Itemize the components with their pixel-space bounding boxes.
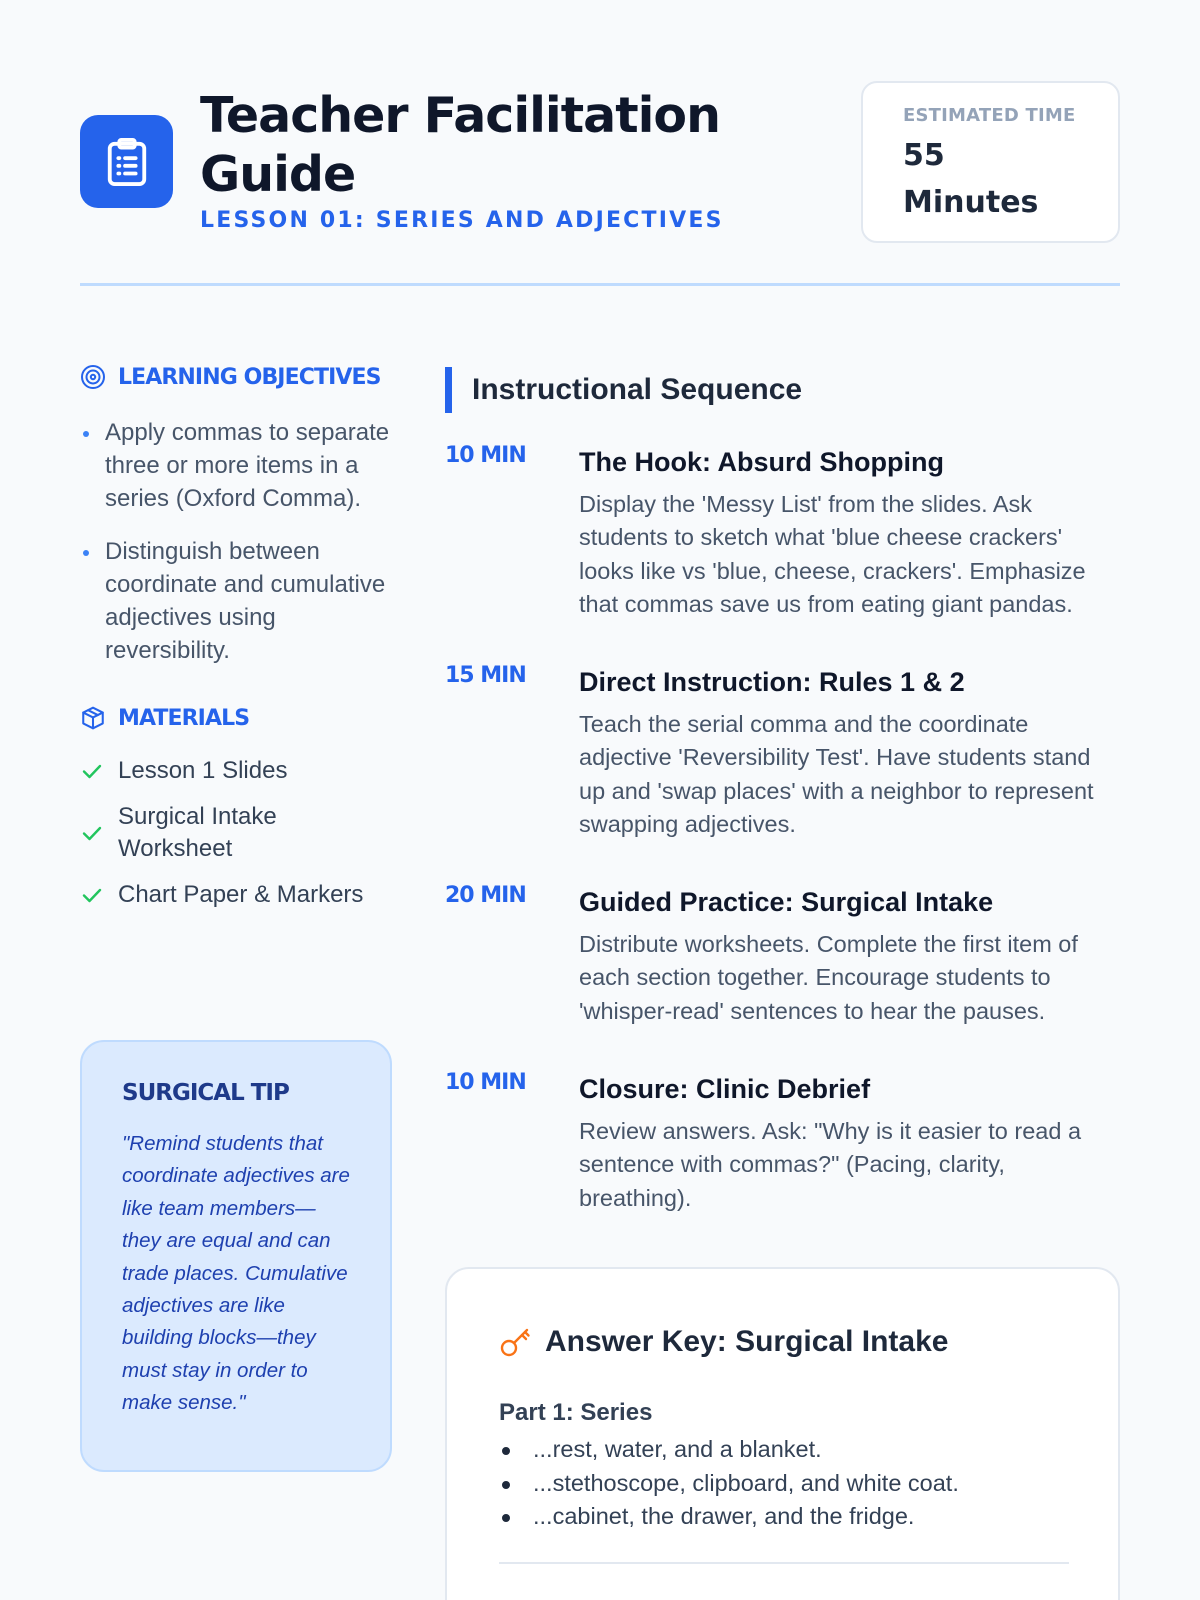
clipboard-icon	[80, 115, 173, 208]
answer-list	[499, 1433, 1066, 1534]
estimated-time-label: ESTIMATED TIME	[903, 105, 1076, 126]
step-body	[579, 443, 1120, 621]
step-title: Direct Instruction: Rules 1 & 2	[579, 667, 965, 697]
material-text: Lesson 1 Slides	[118, 757, 288, 784]
list-item	[80, 535, 392, 667]
bullet-dot	[502, 1447, 510, 1455]
step-duration: 10 MIN	[445, 1070, 526, 1095]
step-description: Distribute worksheets. Complete the first item of each section together. Encourage students to 'whisper-read' sentences to hear the pauses.	[579, 931, 1078, 1024]
surgical-tip-card	[80, 1040, 392, 1472]
header-divider	[80, 283, 1120, 286]
list-item	[80, 416, 392, 515]
tip-text: "Remind students that coordinate adjectives are like team members—they are equal and can trade places. Cumulative adjectives are like building blocks—they must stay in order to make sense."	[122, 1132, 350, 1415]
step-description: Display the 'Messy List' from the slides. Ask students to sketch what 'blue cheese crackers' looks like vs 'blue, cheese, crackers'. Emphasize that commas save us from eating giant pandas.	[579, 491, 1086, 617]
material-text: Surgical Intake Worksheet	[118, 803, 277, 862]
step-title: The Hook: Absurd Shopping	[579, 447, 944, 477]
materials-heading	[80, 701, 392, 735]
estimated-time-value: 55 Minutes	[903, 138, 1039, 220]
answer-part-heading: Part 1: Series	[499, 1399, 653, 1426]
check-icon	[80, 821, 104, 845]
objectives-heading	[80, 360, 392, 394]
step-body	[579, 883, 1120, 1028]
step-body	[579, 1070, 1120, 1215]
step-duration: 10 MIN	[445, 443, 526, 468]
list-item	[80, 755, 392, 787]
section-divider	[499, 1562, 1069, 1564]
answer-key-card	[445, 1267, 1120, 1600]
page-header	[80, 80, 1120, 286]
answer-key-title: Answer Key: Surgical Intake	[545, 1325, 949, 1358]
check-icon	[80, 883, 104, 907]
list-item	[499, 1500, 1066, 1534]
list-item	[80, 879, 392, 911]
list-item	[499, 1467, 1066, 1501]
answer-text: ...cabinet, the drawer, and the fridge.	[533, 1503, 915, 1529]
left-column	[80, 360, 392, 925]
step-description: Teach the serial comma and the coordinate adjective 'Reversibility Test'. Have students stand up and 'swap places' with a neighbor to represent swapping adjectives.	[579, 711, 1094, 837]
lesson-subtitle: LESSON 01: SERIES AND ADJECTIVES	[200, 208, 724, 233]
answer-key-heading	[499, 1319, 1066, 1365]
objectives-heading-label: LEARNING OBJECTIVES	[118, 364, 381, 390]
right-column	[445, 367, 1120, 1211]
step-body	[579, 663, 1120, 841]
tip-title: SURGICAL TIP	[122, 1080, 289, 1106]
list-item	[80, 801, 392, 865]
estimated-time-card	[861, 81, 1120, 243]
bullet-dot	[502, 1481, 510, 1489]
materials-list	[80, 755, 392, 911]
step-title: Guided Practice: Surgical Intake	[579, 887, 994, 917]
material-text: Chart Paper & Markers	[118, 881, 364, 908]
bullet-dot	[502, 1514, 510, 1522]
step-title: Closure: Clinic Debrief	[579, 1074, 871, 1104]
sequence-heading	[445, 367, 1120, 413]
list-item	[499, 1433, 1066, 1467]
answer-text: ...stethoscope, clipboard, and white coat.	[533, 1469, 959, 1496]
step-description: Review answers. Ask: "Why is it easier to read a sentence with commas?" (Pacing, clarity, breathing).	[579, 1118, 1082, 1211]
target-icon	[80, 364, 106, 390]
sequence-title: Instructional Sequence	[472, 373, 803, 406]
bullet-dot	[83, 550, 89, 556]
objective-text: Apply commas to separate three or more items in a series (Oxford Comma).	[105, 419, 390, 512]
bullet-dot	[83, 431, 89, 437]
heading-accent-bar	[445, 367, 452, 413]
step-duration: 15 MIN	[445, 663, 526, 688]
objective-text: Distinguish between coordinate and cumulative adjectives using reversibility.	[105, 538, 386, 664]
objectives-list	[80, 416, 392, 667]
step-duration: 20 MIN	[445, 883, 526, 908]
key-icon	[499, 1325, 533, 1359]
materials-heading-label: MATERIALS	[118, 705, 250, 731]
check-icon	[80, 759, 104, 783]
answer-text: ...rest, water, and a blanket.	[533, 1436, 822, 1462]
page-title: Teacher Facilitation Guide	[200, 87, 720, 203]
box-icon	[80, 705, 106, 731]
